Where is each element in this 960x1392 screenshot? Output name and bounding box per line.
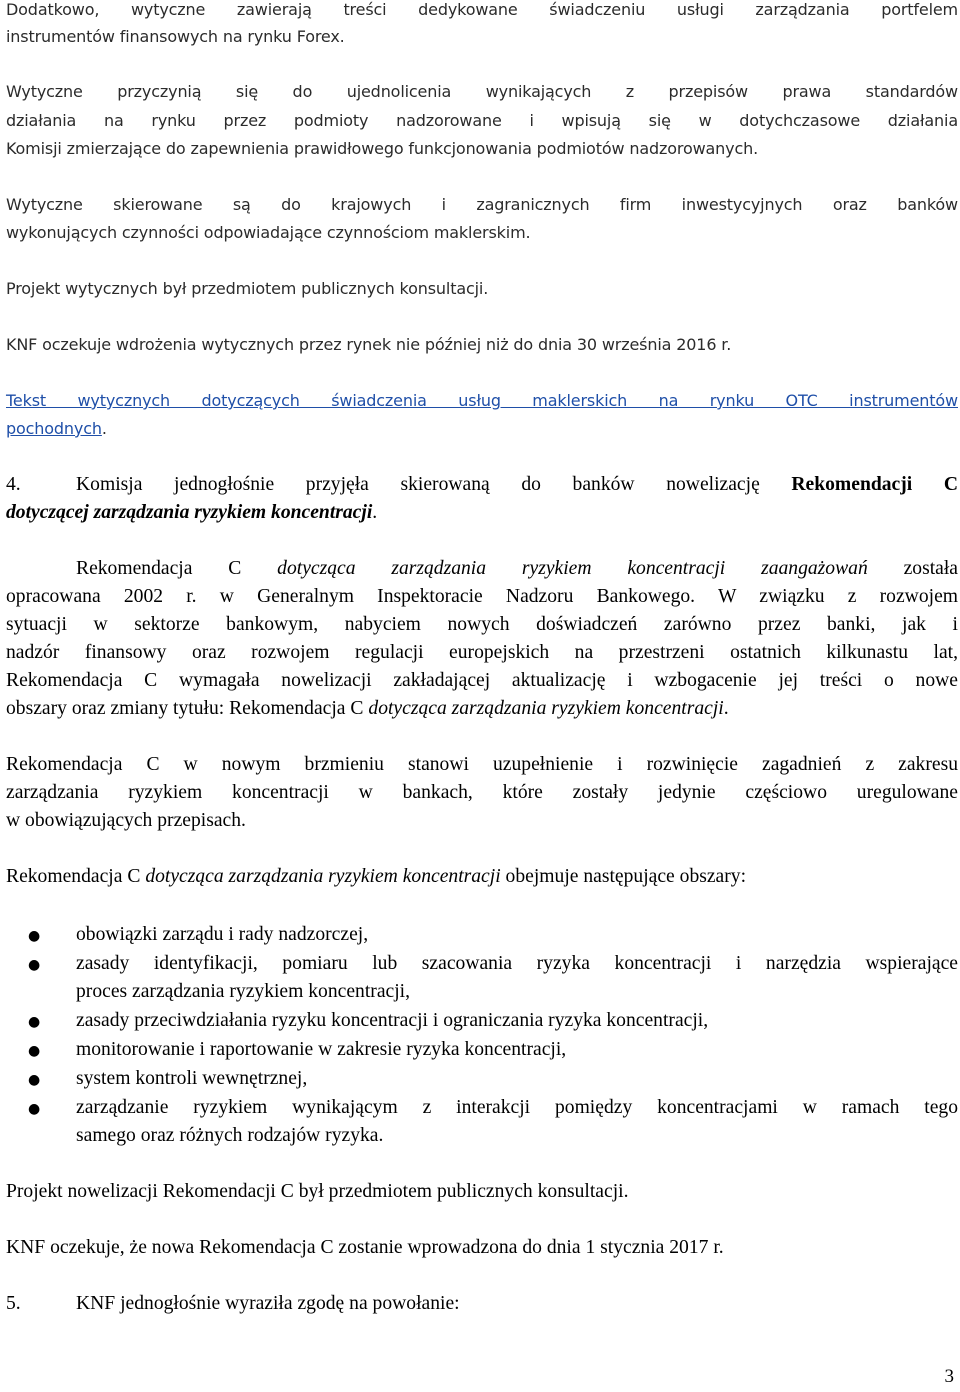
p8-text: Rekomendacja C	[6, 866, 141, 887]
item4-text: Komisja jednogłośnie przyjęła skierowaną do banków nowelizację	[76, 474, 760, 495]
bullet-dot: ●	[28, 1101, 41, 1117]
guidelines-text-link[interactable]: Tekst wytycznych dotyczących świadczenia usług maklerskich na rynku OTC instrumentów	[6, 391, 958, 410]
bullet-dot: ●	[28, 1043, 41, 1059]
p10-line: KNF oczekuje, że nowa Rekomendacja C zostanie wprowadzona do dnia 1 stycznia 2017 r.	[6, 1237, 724, 1258]
p6-text: W związku z rozwojem	[717, 586, 959, 607]
p6-line1	[76, 558, 958, 580]
paragraph-line: wykonujących czynności odpowiadające czynnościom maklerskim.	[6, 223, 531, 242]
paragraph-line: Dodatkowo, wytyczne zawierają treści dedykowane świadczeniu usługi zarządzania portfelem	[6, 0, 958, 19]
p6-line2	[6, 586, 958, 608]
paragraph-line: Projekt wytycznych był przedmiotem publicznych konsultacji.	[6, 279, 489, 298]
bullet-dot: ●	[28, 928, 41, 944]
list-item: monitorowanie i raportowanie w zakresie ryzyka koncentracji,	[76, 1039, 567, 1060]
paragraph-line: Komisji zmierzające do zapewnienia prawidłowego funkcjonowania podmiotów nadzorowanych.	[6, 139, 759, 158]
paragraph-line: Wytyczne przyczynią się do ujednolicenia wynikających z przepisów prawa standardów	[6, 82, 958, 101]
list-number: 4.	[6, 474, 21, 495]
p6-line4: nadzór finansowy oraz rozwojem regulacji europejskich na przestrzeni ostatnich kilkunastu lat,	[6, 642, 958, 663]
list-item-cont: proces zarządzania ryzykiem koncentracji,	[76, 981, 410, 1002]
list-item: obowiązki zarządu i rady nadzorczej,	[76, 924, 369, 945]
item4-bold: Rekomendacji C	[791, 474, 958, 495]
list-item: zarządzanie ryzykiem wynikającym z interakcji pomiędzy koncentracjami w ramach tego	[76, 1097, 958, 1118]
p7-line: zarządzania ryzykiem koncentracji w bankach, które zostały jedynie częściowo uregulowane	[6, 782, 958, 803]
p6-line3: sytuacji w sektorze bankowym, nabyciem nowych doświadczeń zarówno przez banki, jak i	[6, 614, 958, 635]
document-page	[6, 0, 958, 1392]
p6-text: obszary oraz zmiany tytułu: Rekomendacja C	[6, 698, 364, 719]
p6-italic: dotycząca zarządzania ryzykiem koncentracji zaangażowań	[277, 558, 868, 579]
item4-line	[76, 474, 958, 496]
punctuation: .	[723, 698, 729, 719]
item4-bold-italic: dotyczącej zarządzania ryzykiem koncentracji	[6, 502, 373, 523]
page-number: 3	[944, 1366, 954, 1387]
paragraph-line	[6, 419, 107, 438]
bullet-dot: ●	[28, 957, 41, 973]
p6-italic: dotycząca zarządzania ryzykiem koncentracji	[368, 698, 724, 719]
bullet-dot: ●	[28, 1072, 41, 1088]
paragraph-line: KNF oczekuje wdrożenia wytycznych przez rynek nie później niż do dnia 30 września 2016 r.	[6, 335, 732, 354]
item4-line2	[6, 502, 377, 524]
p7-line: Rekomendacja C w nowym brzmieniu stanowi uzupełnienie i rozwinięcie zagadnień z zakresu	[6, 754, 958, 775]
p7-line: w obowiązujących przepisach.	[6, 810, 246, 831]
list-item: zasady przeciwdziałania ryzyku koncentracji i ograniczania ryzyka koncentracji,	[76, 1010, 709, 1031]
punctuation: .	[372, 502, 378, 523]
list-item-cont: samego oraz różnych rodzajów ryzyka.	[76, 1125, 384, 1146]
p9-line: Projekt nowelizacji Rekomendacji C był przedmiotem publicznych konsultacji.	[6, 1181, 629, 1202]
bullet-dot: ●	[28, 1014, 41, 1030]
paragraph-line: Wytyczne skierowane są do krajowych i zagranicznych firm inwestycyjnych oraz banków	[6, 195, 958, 214]
p6-text: opracowana 2002 r. w Generalnym Inspektoracie Nadzoru Bankowego.	[6, 586, 696, 607]
paragraph-line: działania na rynku przez podmioty nadzorowane i wpisują się w dotychczasowe działania	[6, 111, 958, 130]
p8-italic: dotycząca zarządzania ryzykiem koncentracji	[145, 866, 501, 887]
list-item: zasady identyfikacji, pomiaru lub szacowania ryzyka koncentracji i narzędzia wspierające	[76, 953, 958, 974]
p6-text: Rekomendacja C	[76, 558, 242, 579]
p8-line	[6, 866, 746, 888]
paragraph-line: instrumentów finansowych na rynku Forex.	[6, 27, 345, 46]
p6-line6	[6, 698, 729, 720]
punctuation: .	[101, 419, 107, 438]
p8-text: obejmuje następujące obszary:	[505, 866, 747, 887]
guidelines-text-link-cont[interactable]: pochodnych	[6, 419, 102, 438]
p6-text: została	[903, 558, 958, 579]
list-number: 5.	[6, 1293, 21, 1314]
item5-text: KNF jednogłośnie wyraziła zgodę na powołanie:	[76, 1293, 460, 1314]
list-item: system kontroli wewnętrznej,	[76, 1068, 308, 1089]
p6-line5: Rekomendacja C wymagała nowelizacji zakładającej aktualizację i wzbogacenie jej treści o nowe	[6, 670, 958, 691]
